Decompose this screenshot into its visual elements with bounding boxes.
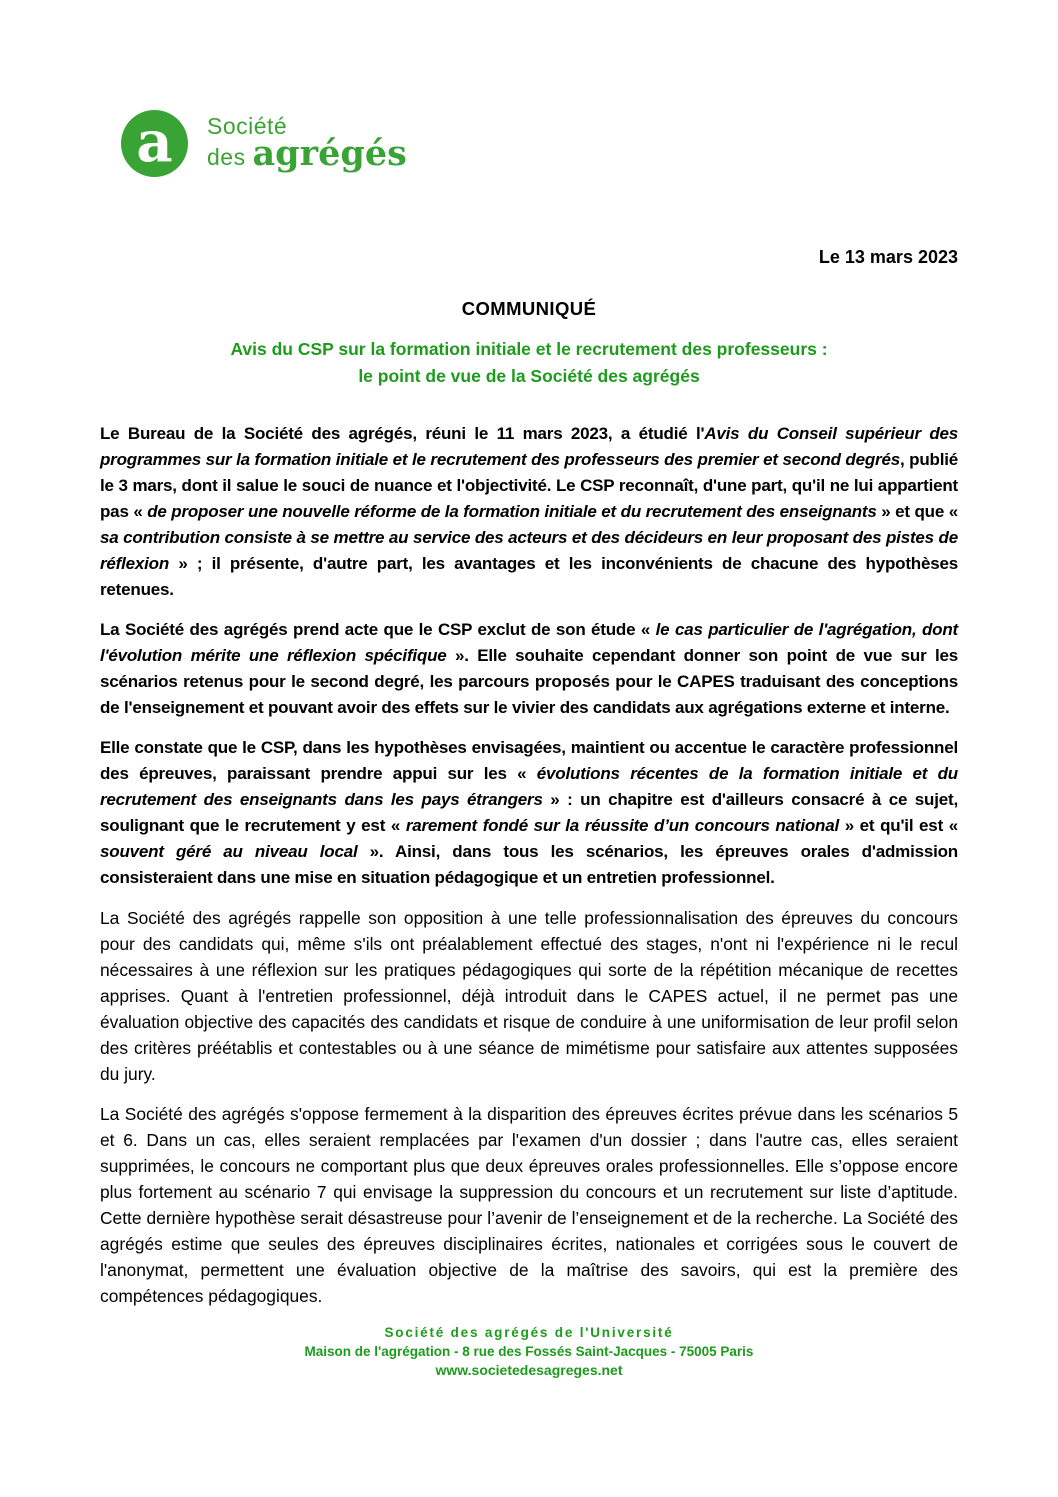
footer-website: www.societedesagreges.net [435,1362,623,1378]
text-run: » : un chapitre est d'ailleurs consacré à ce sujet, soulignant que le recrutement y est « [100,790,958,835]
text-run: Elle constate que le CSP, dans les hypothèses envisagées, maintient ou accentue le caractère professionnel des épreuves, paraissant prendre appui sur les « [100,738,958,783]
footer-address: Maison de l'agrégation - 8 rue des Fossés Saint-Jacques - 75005 Paris [304,1344,754,1359]
text-run: » et que « [876,502,958,521]
footer-organization: Société des agrégés de l'Université [384,1325,674,1340]
paragraph [100,1101,958,1309]
quoted-italic-run: le cas particulier de l'agrégation, dont l'évolution mérite une réflexion spécifique [100,620,958,665]
quoted-italic-run: souvent géré au niveau local [100,842,358,861]
body-text [100,421,958,1309]
paragraph [100,905,958,1087]
societe-des-agreges-logo [121,110,1058,184]
text-run: ». Ainsi, dans tous les scénarios, les épreuves orales d'admission consisteraient dans une mise en situation pédagogique et un entretien professionnel. [100,842,958,887]
text-run: » et qu'il est « [839,816,958,835]
text-run: Le Bureau de la Société des agrégés, réuni le 11 mars 2023, a étudié l' [100,424,705,443]
logo-wordmark-line1: Société [207,113,288,139]
quoted-italic-run: Avis du Conseil supérieur des programmes sur la formation initiale et le recrutement des professeurs des premier et second degrés [100,424,959,469]
logo-wordmark-line2-prefix: des [207,144,253,170]
document-title-line1: Avis du CSP sur la formation initiale et le recrutement des professeurs : [230,339,828,359]
logo-wordmark [207,114,407,172]
quoted-italic-run: rarement fondé sur la réussite d’un concours national [405,816,839,835]
logo-letter: a [136,108,173,175]
text-run: » ; il présente, d'autre part, les avantages et les inconvénients de chacune des hypothèses retenues. [100,554,958,599]
paragraph [100,617,958,721]
text-run: La Société des agrégés s'oppose fermement à la disparition des épreuves écrites prévue dans les scénarios 5 et 6. Dans un cas, elles seraient remplacées par l'examen d'un dossier ; dans l'autre cas, elles seraient supprimées, le concours ne comportant plus que deux épreuves orales professionnelles. Elle s’oppose encore plus fortement au scénario 7 qui envisage la suppression du concours et un recrutement sur liste d’aptitude. Cette dernière hypothèse serait désastreuse pour l’avenir de l’enseignement et de la recherche. La Société des agrégés estime que seules des épreuves disciplinaires écrites, nationales et corrigées sous le couvert de l'anonymat, permettent une évaluation objective de la maîtrise des savoirs, qui est la première des compétences pédagogiques. [100,1104,958,1306]
document-date: Le 13 mars 2023 [818,247,958,267]
document-footer [0,1323,1058,1380]
logo-wordmark-line2-emphasis: agrégés [252,133,407,174]
logo-wordmark-line2 [207,133,407,174]
text-run: La Société des agrégés rappelle son opposition à une telle professionnalisation des épreuves du concours pour des candidats qui, même s'ils ont préalablement effectué des stages, n'ont ni l'expérience ni le recul nécessaires à une réflexion sur les pratiques pédagogiques qui sorte de la répétition mécanique de recettes apprises. Quant à l'entretien professionnel, déjà introduit dans le CAPES actuel, il ne permet pas une évaluation objective des capacités des candidats et risque de conduire à une uniformisation de leur profil selon des critères préétablis et contestables ou à une séance de mimétisme pour satisfaire aux attentes supposées du jury. [100,908,958,1084]
text-run: , publié le 3 mars, dont il salue le souci de nuance et l'objectivité. Le CSP reconnaît, d'une part, qu'il ne lui appartient pas « [100,450,958,521]
quoted-italic-run: sa contribution consiste à se mettre au service des acteurs et des décideurs en leur proposant des pistes de réflexion [100,528,958,573]
paragraph [100,421,958,603]
logo-a-icon [121,110,188,177]
paragraph [100,735,958,891]
quoted-italic-run: de proposer une nouvelle réforme de la formation initiale et du recrutement des enseignants [147,502,877,521]
quoted-italic-run: évolutions récentes de la formation initiale et du recrutement des enseignants dans les pays étrangers [100,764,958,809]
communique-heading: COMMUNIQUÉ [461,298,597,319]
document-title [100,336,958,390]
document-title-line2: le point de vue de la Société des agrégés [358,366,700,386]
text-run: La Société des agrégés prend acte que le CSP exclut de son étude « [100,620,656,639]
text-run: ». Elle souhaite cependant donner son point de vue sur les scénarios retenus pour le second degré, les parcours proposés pour le CAPES traduisant des conceptions de l'enseignement et pouvant avoir des effets sur le vivier des candidats aux agrégations externe et interne. [100,646,958,717]
